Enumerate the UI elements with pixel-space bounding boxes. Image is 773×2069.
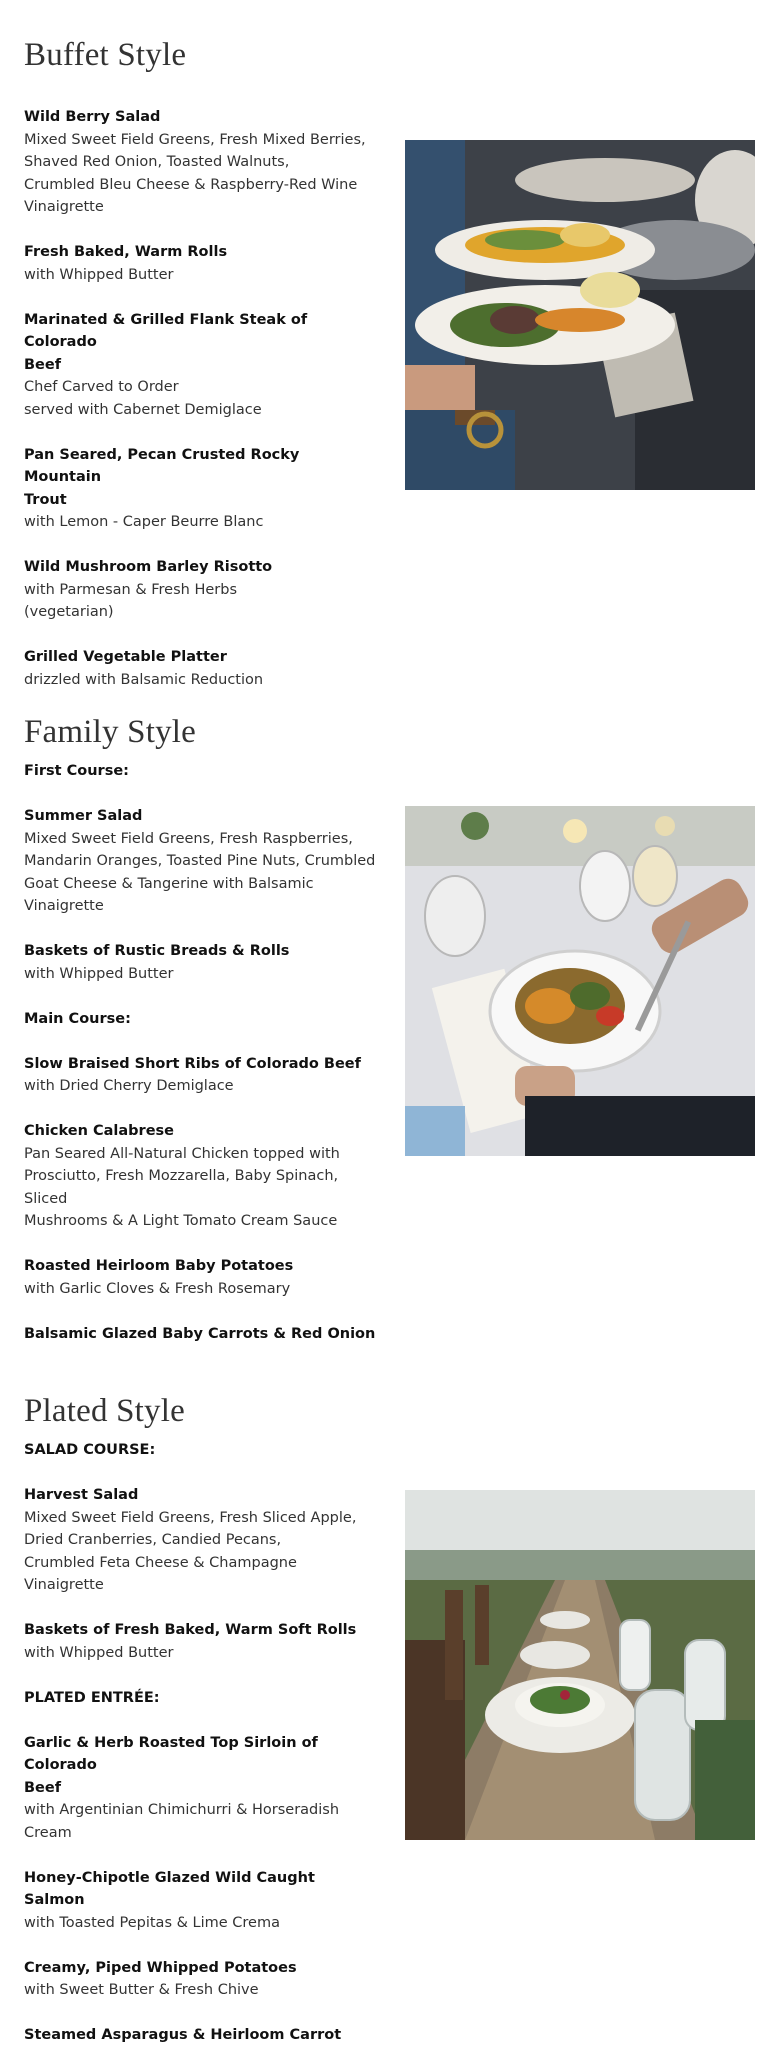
menu-item bbox=[24, 646, 379, 691]
course-heading: Main Course: bbox=[24, 1010, 131, 1027]
item-description: with Argentinian Chimichurri & Horseradish Cream bbox=[24, 1802, 340, 1841]
item-name: Harvest Salad bbox=[24, 1487, 139, 1503]
menu-list bbox=[24, 1439, 379, 2069]
item-description: with Parmesan & Fresh Herbs (vegetarian) bbox=[24, 581, 238, 620]
item-description: with Lemon - Caper Beurre Blanc bbox=[24, 514, 264, 530]
family-photo bbox=[405, 806, 755, 1156]
item-description: with Dried Cherry Demiglace bbox=[24, 1078, 234, 1094]
item-description: Pan Seared All-Natural Chicken topped with Prosciutto, Fresh Mozzarella, Baby Spinach, Sliced Mushrooms & A Light Tomato Cream Sauce bbox=[24, 1145, 340, 1229]
menu-item bbox=[24, 805, 379, 918]
item-description: with Whipped Butter bbox=[24, 965, 174, 982]
menu-item bbox=[24, 1867, 379, 1935]
menu-item bbox=[24, 1732, 379, 1845]
plated-table-image bbox=[405, 1490, 755, 1840]
item-name: Marinated & Grilled Flank Steak of Colorado Beef bbox=[24, 311, 308, 373]
course-heading: PLATED ENTRÉE: bbox=[24, 1689, 160, 1706]
menu-item bbox=[24, 1255, 379, 1300]
menu-item bbox=[24, 1957, 379, 2002]
section-title: Buffet Style bbox=[24, 37, 187, 73]
menu-item bbox=[24, 106, 379, 219]
menu-item bbox=[24, 444, 379, 534]
item-description: Mixed Sweet Field Greens, Fresh Raspberries, Mandarin Oranges, Toasted Pine Nuts, Crumbled Goat Cheese & Tangerine with Balsamic Vinaigrette bbox=[24, 830, 376, 914]
item-name: Summer Salad bbox=[24, 808, 143, 824]
menu-item bbox=[24, 556, 379, 624]
menu-item bbox=[24, 1053, 379, 1098]
item-name: Garlic & Herb Roasted Top Sirloin of Colorado Beef bbox=[24, 1734, 318, 1796]
menu-item bbox=[24, 1484, 379, 1597]
item-description: Chef Carved to Order served with Cabernet Demiglace bbox=[24, 379, 262, 418]
menu-item bbox=[24, 241, 379, 286]
menu-item bbox=[24, 2024, 379, 2047]
menu-item bbox=[24, 1619, 379, 1664]
menu-list bbox=[24, 106, 379, 714]
item-description: with Whipped Butter bbox=[24, 1644, 174, 1661]
menu-item bbox=[24, 1120, 379, 1233]
item-name: Roasted Heirloom Baby Potatoes bbox=[24, 1258, 294, 1274]
item-name: Baskets of Fresh Baked, Warm Soft Rolls bbox=[24, 1622, 357, 1638]
item-description: with Toasted Pepitas & Lime Crema bbox=[24, 1914, 280, 1931]
section-title: Plated Style bbox=[24, 1393, 185, 1429]
menu-list bbox=[24, 760, 379, 1368]
course-heading: First Course: bbox=[24, 763, 129, 779]
item-description: with Whipped Butter bbox=[24, 266, 174, 283]
menu-item bbox=[24, 940, 379, 985]
buffet-plates-image bbox=[405, 140, 755, 490]
item-name: Fresh Baked, Warm Rolls bbox=[24, 244, 228, 260]
family-platter-image bbox=[405, 806, 755, 1156]
item-description: Mixed Sweet Field Greens, Fresh Sliced Apple, Dried Cranberries, Candied Pecans, Crumbled Feta Cheese & Champagne Vinaigrette bbox=[24, 1509, 357, 1593]
section-title: Family Style bbox=[24, 714, 196, 750]
item-description: with Garlic Cloves & Fresh Rosemary bbox=[24, 1280, 291, 1297]
item-name: Wild Berry Salad bbox=[24, 109, 161, 125]
item-name: Steamed Asparagus & Heirloom Carrot bbox=[24, 2027, 342, 2043]
item-name: Wild Mushroom Barley Risotto bbox=[24, 559, 273, 575]
item-name: Grilled Vegetable Platter bbox=[24, 649, 227, 665]
plated-photo bbox=[405, 1490, 755, 1840]
item-name: Balsamic Glazed Baby Carrots & Red Onion bbox=[24, 1325, 376, 1342]
item-name: Slow Braised Short Ribs of Colorado Beef bbox=[24, 1055, 361, 1072]
item-description: with Sweet Butter & Fresh Chive bbox=[24, 1982, 259, 1998]
buffet-photo bbox=[405, 140, 755, 490]
item-description: Mixed Sweet Field Greens, Fresh Mixed Berries, Shaved Red Onion, Toasted Walnuts, Crumbled Bleu Cheese & Raspberry-Red Wine Vinaigrette bbox=[24, 131, 366, 215]
item-name: Baskets of Rustic Breads & Rolls bbox=[24, 943, 290, 959]
item-description: drizzled with Balsamic Reduction bbox=[24, 671, 264, 688]
menu-item bbox=[24, 1323, 379, 1346]
item-name: Chicken Calabrese bbox=[24, 1123, 174, 1139]
menu-item bbox=[24, 309, 379, 422]
item-name: Honey-Chipotle Glazed Wild Caught Salmon bbox=[24, 1869, 315, 1908]
item-name: Pan Seared, Pecan Crusted Rocky Mountain Trout bbox=[24, 446, 300, 508]
course-heading: SALAD COURSE: bbox=[24, 1442, 156, 1458]
item-name: Creamy, Piped Whipped Potatoes bbox=[24, 1959, 297, 1976]
